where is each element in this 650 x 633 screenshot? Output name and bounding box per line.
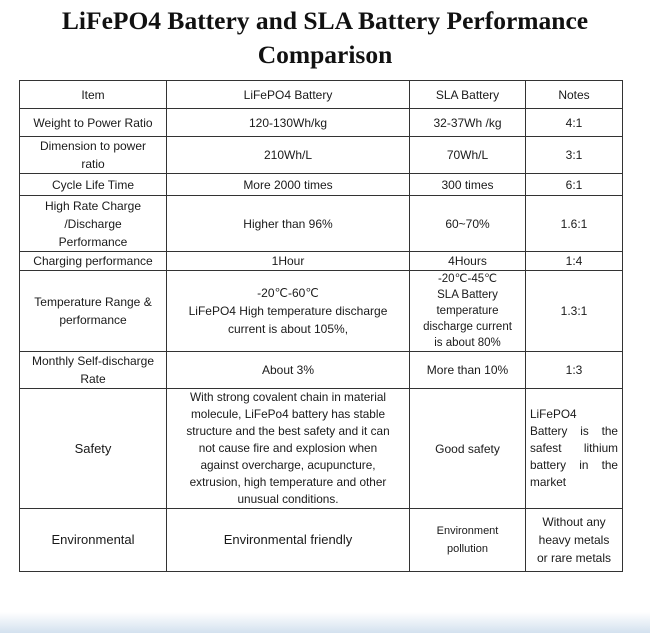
cell-lifepo4	[167, 352, 410, 389]
cell-notes	[526, 252, 623, 271]
cell-line: battery in the	[530, 458, 618, 472]
cell-line: heavy metals	[538, 533, 610, 547]
cell-sla	[410, 271, 526, 352]
cell-sla	[410, 509, 526, 572]
table-row	[20, 252, 623, 271]
cell-line: Charging performance	[33, 254, 153, 268]
cell-line: 1.3:1	[560, 304, 588, 318]
cell-item	[20, 389, 167, 509]
cell-lifepo4	[167, 509, 410, 572]
cell-line: discharge current	[423, 321, 512, 333]
cell-notes	[526, 271, 623, 352]
cell-line: performance	[59, 313, 127, 327]
table-row	[20, 109, 623, 137]
title-line-1: LiFePO4 Battery and SLA Battery Performance	[61, 6, 589, 35]
cell-line: With strong covalent chain in material	[189, 390, 387, 404]
cell-sla	[410, 109, 526, 137]
cell-line: not cause fire and explosion when	[198, 441, 378, 455]
cell-line: 4:1	[565, 115, 583, 130]
cell-line: market	[530, 475, 567, 489]
cell-line: 70Wh/L	[446, 148, 489, 162]
cell-line: Dimension to power	[39, 139, 147, 153]
cell-item	[20, 109, 167, 137]
cell-line: 1.6:1	[560, 216, 588, 231]
cell-line: unusual conditions.	[237, 492, 339, 506]
cell-line: More than 10%	[426, 363, 509, 377]
cell-notes	[526, 389, 623, 509]
cell-sla	[410, 174, 526, 196]
cell-line: 1Hour	[271, 254, 305, 268]
header-sla: SLA Battery	[410, 81, 526, 109]
cell-line: Rate	[80, 372, 106, 386]
cell-line: 3:1	[565, 148, 583, 162]
cell-item	[20, 137, 167, 174]
table-header-row	[20, 81, 623, 109]
bottom-edge-shade	[0, 612, 650, 633]
cell-item	[20, 252, 167, 271]
cell-lifepo4	[167, 389, 410, 509]
cell-item	[20, 174, 167, 196]
cell-item	[20, 509, 167, 572]
cell-line: Without any	[542, 515, 606, 529]
header-lifepo4: LiFePO4 Battery	[167, 81, 410, 109]
page-title	[0, 4, 650, 72]
cell-line: Good safety	[435, 441, 500, 456]
table-row	[20, 509, 623, 572]
cell-notes	[526, 196, 623, 252]
cell-line: -20℃-60℃	[257, 286, 319, 300]
cell-line: High Rate Charge	[44, 198, 142, 213]
cell-line: Cycle Life Time	[51, 177, 135, 192]
cell-notes	[526, 509, 623, 572]
cell-lifepo4	[167, 137, 410, 174]
cell-notes	[526, 137, 623, 174]
cell-line: /Discharge	[64, 216, 122, 231]
cell-line: -20℃-45℃	[437, 273, 498, 285]
header-notes: Notes	[526, 81, 623, 109]
table-row	[20, 271, 623, 352]
cell-sla	[410, 137, 526, 174]
cell-sla	[410, 352, 526, 389]
cell-line: 6:1	[565, 177, 583, 192]
cell-line: or rare metals	[536, 551, 612, 565]
cell-line: current is about 105%,	[227, 322, 349, 336]
cell-notes	[526, 109, 623, 137]
cell-line: Safety	[74, 440, 112, 456]
cell-line: Environmental friendly	[223, 532, 353, 547]
cell-item	[20, 196, 167, 252]
cell-line: Performance	[58, 234, 128, 249]
title-line-2: Comparison	[257, 40, 393, 69]
cell-lifepo4	[167, 252, 410, 271]
cell-line: Higher than 96%	[243, 216, 333, 231]
cell-line: is about 80%	[434, 337, 501, 349]
cell-line: 300 times	[441, 177, 494, 192]
cell-line: Temperature Range &	[34, 295, 152, 309]
cell-notes	[526, 174, 623, 196]
cell-lifepo4	[167, 196, 410, 252]
cell-line: Battery is the	[530, 424, 618, 438]
cell-lifepo4	[167, 109, 410, 137]
cell-sla	[410, 196, 526, 252]
cell-line: Environment	[436, 525, 499, 537]
cell-line: molecule, LiFePo4 battery has stable	[190, 407, 386, 421]
table-row	[20, 196, 623, 252]
cell-lifepo4	[167, 271, 410, 352]
cell-line: 120-130Wh/kg	[248, 115, 328, 130]
cell-line: safest lithium	[530, 441, 618, 455]
cell-line: 32-37Wh /kg	[433, 115, 502, 130]
cell-line: structure and the best safety and it can	[186, 424, 390, 438]
cell-notes	[526, 352, 623, 389]
cell-line: LiFePO4	[530, 407, 577, 421]
table-row	[20, 389, 623, 509]
cell-item	[20, 271, 167, 352]
cell-line: Weight to Power Ratio	[33, 115, 153, 130]
cell-line: 60~70%	[445, 216, 490, 231]
cell-line: 210Wh/L	[263, 148, 313, 162]
cell-line: against overcharge, acupuncture,	[200, 458, 376, 472]
cell-line: SLA Battery	[437, 289, 498, 301]
cell-line: LiFePO4 High temperature discharge	[188, 304, 388, 318]
table-row	[20, 137, 623, 174]
cell-line: Monthly Self-discharge	[31, 354, 155, 368]
cell-sla	[410, 389, 526, 509]
cell-lifepo4	[167, 174, 410, 196]
cell-line: 1:4	[565, 254, 583, 268]
cell-line: ratio	[81, 157, 105, 171]
cell-line: More 2000 times	[243, 177, 333, 192]
header-item: Item	[20, 81, 167, 109]
cell-line: Environmental	[51, 532, 135, 547]
cell-line: About 3%	[261, 363, 315, 377]
cell-item	[20, 352, 167, 389]
cell-line: 1:3	[565, 363, 583, 377]
cell-sla	[410, 252, 526, 271]
table-row	[20, 352, 623, 389]
comparison-table	[19, 80, 623, 572]
cell-line: 4Hours	[448, 254, 487, 268]
cell-line: temperature	[436, 305, 499, 317]
table-row	[20, 174, 623, 196]
cell-line: extrusion, high temperature and other	[189, 475, 387, 489]
cell-line: pollution	[447, 543, 488, 555]
